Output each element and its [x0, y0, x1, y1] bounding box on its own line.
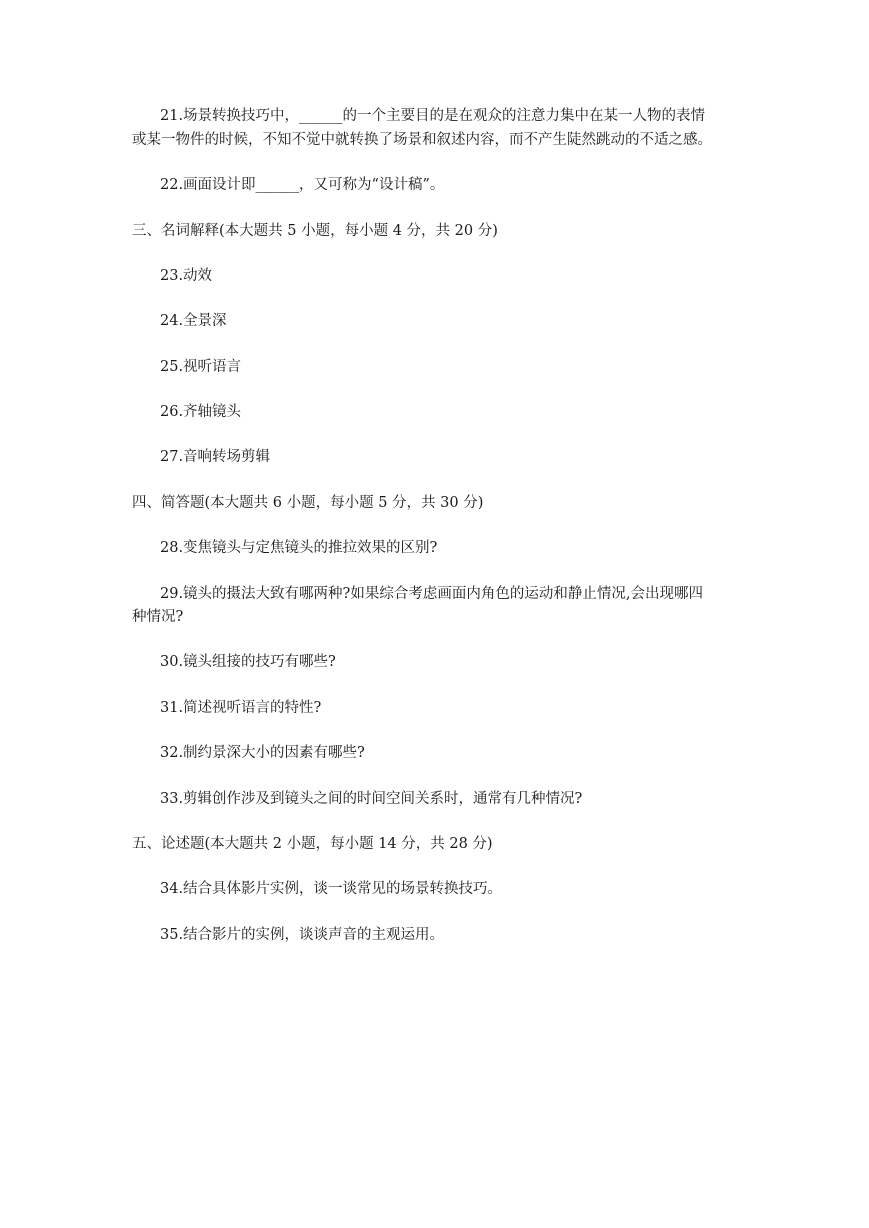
question-29-line-1: 29.镜头的摄法大致有哪两种?如果综合考虑画面内角色的运动和静止情况,会出现哪四: [160, 586, 703, 602]
question-27: 27.音响转场剪辑: [160, 449, 271, 465]
question-30: 30.镜头组接的技巧有哪些?: [160, 654, 336, 670]
section-4-heading: 四、简答题(本大题共 6 小题，每小题 5 分，共 30 分): [132, 495, 484, 511]
section-3-heading: 三、名词解释(本大题共 5 小题，每小题 4 分，共 20 分): [132, 223, 498, 239]
question-21-line-1: 21.场景转换技巧中，______的一个主要目的是在观众的注意力集中在某一人物的表情: [160, 108, 706, 124]
section-5-heading: 五、论述题(本大题共 2 小题，每小题 14 分，共 28 分): [132, 836, 493, 852]
question-31: 31.简述视听语言的特性?: [160, 700, 322, 716]
question-21-line-2: 或某一物件的时候，不知不觉中就转换了场景和叙述内容，而不产生陡然跳动的不适之感。: [132, 132, 712, 148]
question-26: 26.齐轴镜头: [160, 404, 242, 420]
question-29-line-2: 种情况?: [132, 609, 184, 625]
question-35: 35.结合影片的实例，谈谈声音的主观运用。: [160, 927, 445, 943]
question-32: 32.制约景深大小的因素有哪些?: [160, 745, 365, 761]
question-23: 23.动效: [160, 268, 213, 284]
question-24: 24.全景深: [160, 313, 227, 329]
question-28: 28.变焦镜头与定焦镜头的推拉效果的区别?: [160, 540, 438, 556]
question-34: 34.结合具体影片实例，谈一谈常见的场景转换技巧。: [160, 881, 503, 897]
question-25: 25.视听语言: [160, 359, 242, 375]
question-22: 22.画面设计即______，又可称为“设计稿”。: [160, 177, 445, 193]
question-33: 33.剪辑创作涉及到镜头之间的时间空间关系时，通常有几种情况?: [160, 791, 583, 807]
